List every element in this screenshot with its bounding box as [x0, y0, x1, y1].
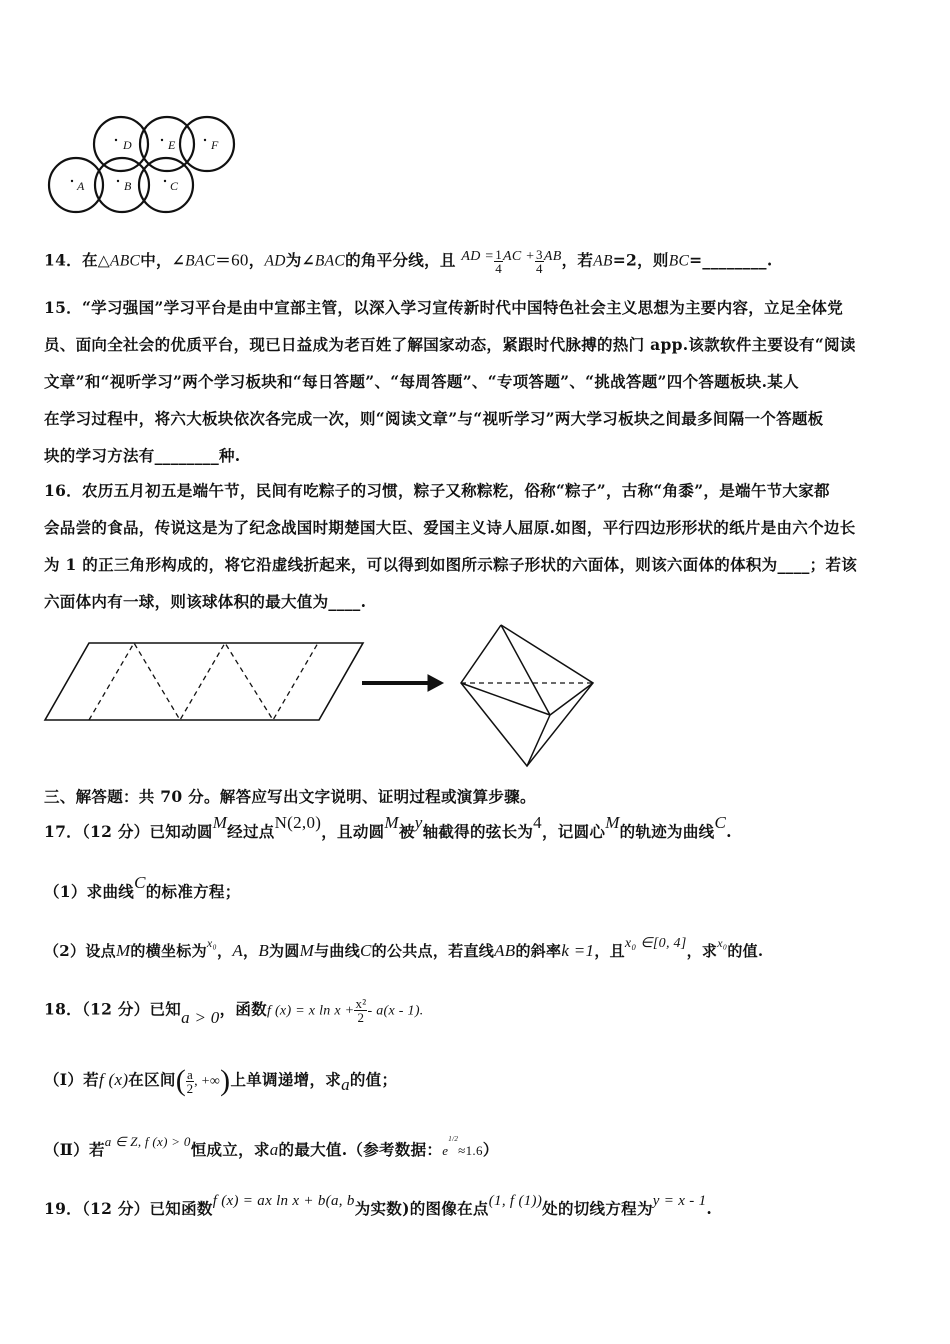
question-17-part-1: （1）求曲线C的标准方程； — [44, 873, 241, 901]
label-a: A — [77, 179, 85, 193]
zongzi-figure — [40, 620, 610, 775]
question-18-part-2: （Ⅱ）若$^{a \in Z, f (x) > 0}$恒成立，求a的最大值.（参考数据：$e^{1/2}\approx 1.6$） — [44, 1134, 499, 1159]
label-b: B — [124, 179, 132, 193]
label-f: F — [211, 138, 219, 152]
question-17-part-2: （2）设点M的横坐标为$^{x_0}$，A，B为圆M与曲线C的公共点，若直线AB的斜率k =1，且x₀ ∈[0, 4]，求$^{x_0}$的值. — [44, 936, 764, 960]
hexahedron — [461, 625, 593, 766]
section-3-heading: 三、解答题：共 70 分。解答应写出文字说明、证明过程或演算步骤。 — [44, 787, 536, 806]
parallelogram — [45, 643, 363, 720]
label-e: E — [168, 138, 176, 152]
fold-lines — [89, 643, 318, 720]
question-18-part-1: （Ⅰ）若f (x)在区间( $\frac{a}{2}$ , +∞)上单调递增，求a的值； — [44, 1064, 398, 1097]
question-14: 14．在△ABC中，∠BAC＝60，AD为∠BAC的角平分线，且 AD = $\frac{1}{4}$ AC + $\frac{3}{4}$ AB，若AB=2，则BC=________. — [44, 247, 773, 276]
question-18: 18．（12 分）已知a > 0，函数f (x) = x ln x + $\frac{\text{x²}}{2}$ - a(x - 1). — [44, 996, 424, 1027]
circle-c — [139, 158, 193, 212]
question-16-line-3: 为 1 的正三角形构成的，将它沿虚线折起来，可以得到如图所示粽子形状的六面体，则该六面体的体积为____；若该 — [44, 555, 858, 574]
question-16-line-4: 六面体内有一球，则该球体积的最大值为____. — [44, 592, 367, 611]
label-d: D — [123, 138, 132, 152]
circles-figure — [46, 110, 246, 215]
circle-f — [180, 117, 234, 171]
question-17: 17．（12 分）已知动圆M经过点N(2,0)，且动圆M被y轴截得的弦长为4，记圆心M的轨迹为曲线C. — [44, 813, 732, 841]
question-15-line-5: 块的学习方法有________种. — [44, 446, 241, 465]
question-15-line-3: 文章”和“视听学习”两个学习板块和“每日答题”、“每周答题”、“专项答题”、“挑战答题”四个答题板块.某人 — [44, 372, 799, 391]
question-19: 19．（12 分）已知函数f (x) = ax ln x + b(a, b为实数)的图像在点(1, f (1))处的切线方程为y = x - 1. — [44, 1193, 713, 1218]
question-16-line-2: 会品尝的食品，传说这是为了纪念战国时期楚国大臣、爱国主义诗人屈原.如图，平行四边形形状的纸片是由六个边长 — [44, 518, 856, 537]
label-c: C — [170, 179, 179, 193]
question-15-line-2: 员、面向全社会的优质平台，现已日益成为老百姓了解国家动态，紧跟时代脉搏的热门 app.该款软件主要设有“阅读 — [44, 335, 856, 354]
question-16-line-1: 16．农历五月初五是端午节，民间有吃粽子的习惯，粽子又称粽籺，俗称“粽子”，古称“角黍”，是端午节大家都 — [44, 481, 830, 500]
question-15-line-4: 在学习过程中，将六大板块依次各完成一次，则“阅读文章”与“视听学习”两大学习板块之间最多间隔一个答题板 — [44, 409, 824, 428]
arrow — [362, 675, 443, 691]
question-15-line-1: 15．“学习强国”学习平台是由中宣部主管，以深入学习宣传新时代中国特色社会主义思想为主要内容，立足全体党 — [44, 298, 844, 317]
